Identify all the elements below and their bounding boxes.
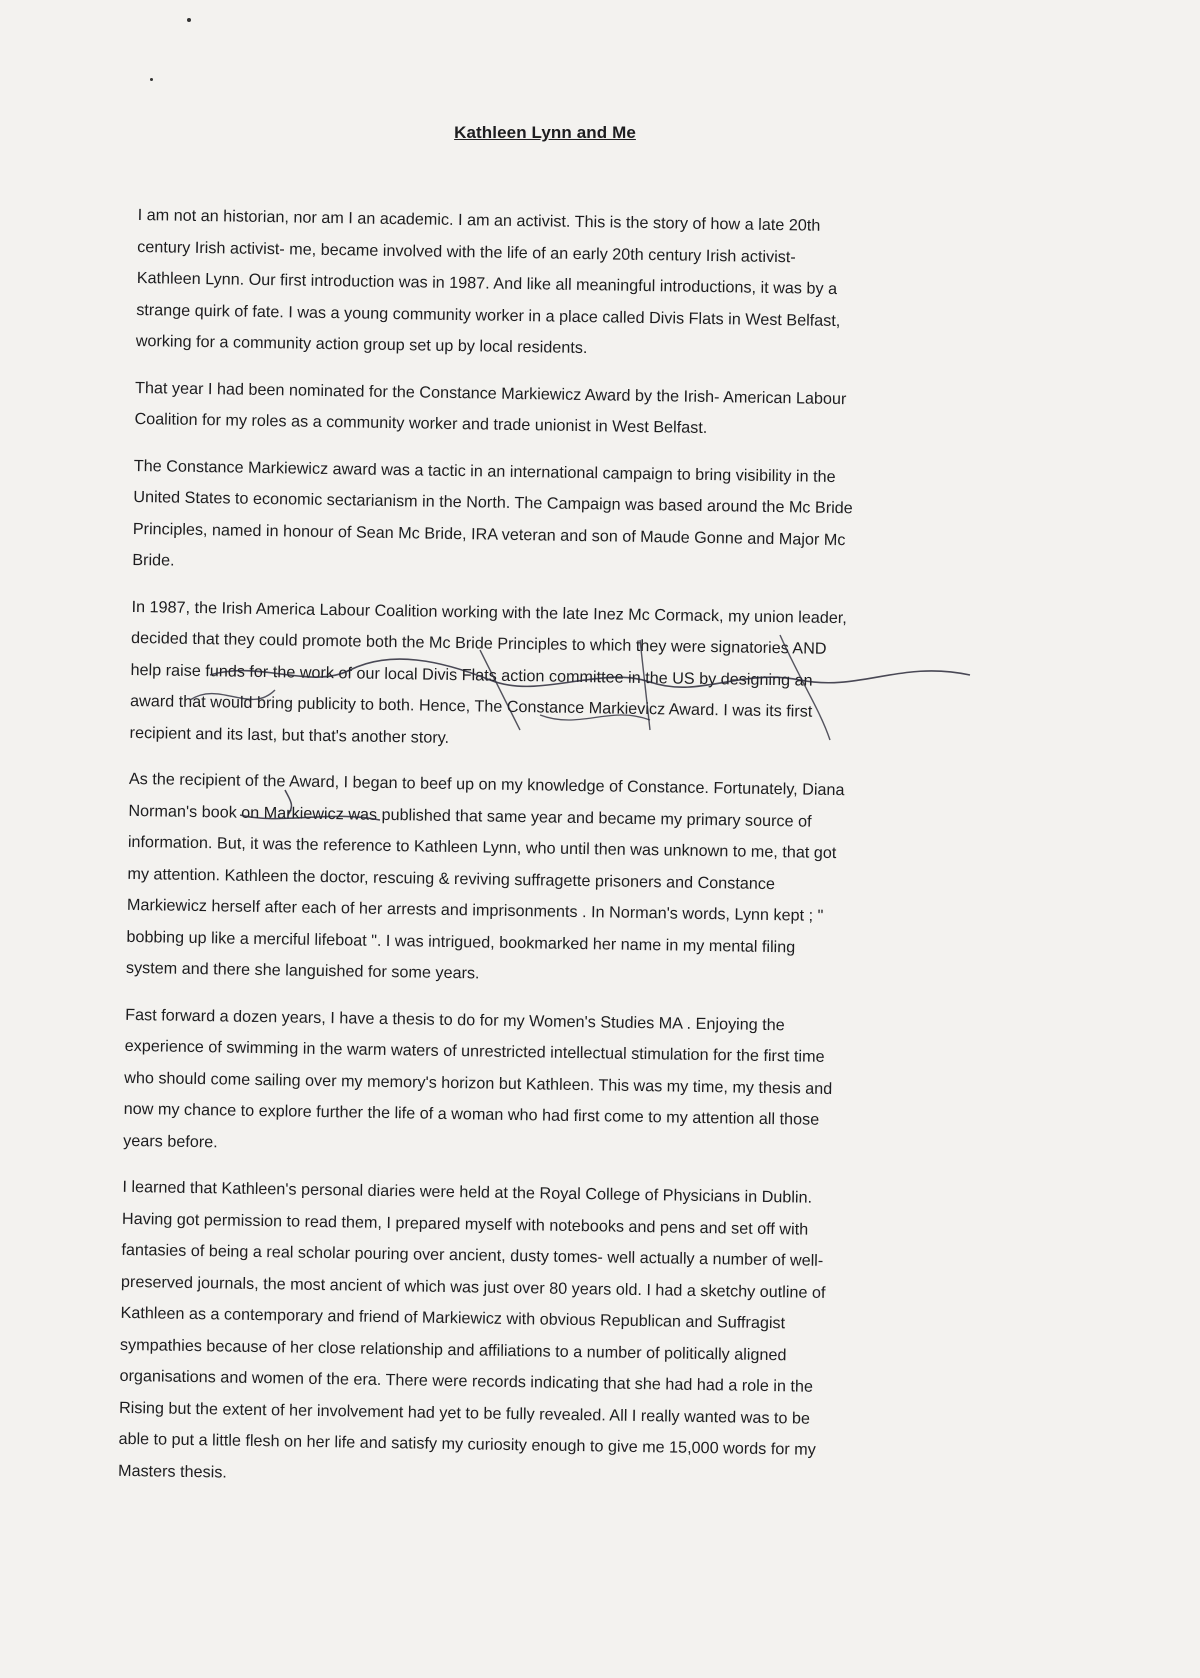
text-line: system and there she languished for some years. <box>125 958 480 983</box>
paragraph <box>132 450 1044 590</box>
text-line: strange quirk of fate. I was a young community worker in a place called Divis Flats in West Belfast, <box>136 300 841 330</box>
text-line: century Irish activist- me, became involved with the life of an early 20th century Irish activist- <box>137 237 796 266</box>
text-line: my attention. Kathleen the doctor, rescuing & reviving suffragette prisoners and Constance <box>127 864 776 893</box>
text-line: working for a community action group set up by local residents. <box>135 331 588 358</box>
text-line: decided that they could promote both the Mc Bride Principles to which they were signatories AND <box>130 628 827 658</box>
text-line: I am not an historian, nor am I an academic. I am an activist. This is the story of how a late 20th <box>137 205 821 235</box>
text-line: Coalition for my roles as a community worker and trade unionist in West Belfast. <box>134 409 708 437</box>
text-line: Having got permission to read them, I prepared myself with notebooks and pens and set off with <box>121 1209 809 1239</box>
paragraph <box>118 1172 1033 1501</box>
text-line: Fast forward a dozen years, I have a thesis to do for my Women's Studies MA . Enjoying the <box>125 1005 785 1034</box>
text-line: Principles, named in honour of Sean Mc Bride, IRA veteran and son of Maude Gonne and Major Mc <box>132 519 846 549</box>
text-line: able to put a little flesh on her life and satisfy my curiosity enough to give me 15,000 words for my <box>118 1429 816 1459</box>
text-line: experience of swimming in the warm waters of unrestricted intellectual stimulation for the first time <box>124 1036 825 1066</box>
text-line: United States to economic sectarianism in the North. The Campaign was based around the Mc Bride <box>133 487 853 518</box>
paragraph <box>134 372 1045 449</box>
text-line: I learned that Kathleen's personal diaries were held at the Royal College of Physicians in Dublin. <box>122 1177 813 1207</box>
paragraph <box>126 764 1039 999</box>
text-line: Kathleen as a contemporary and friend of Markiewicz with obvious Republican and Suffragist <box>120 1303 786 1333</box>
text-line: now my chance to explore further the life of a woman who had first come to my attention all those <box>123 1099 820 1129</box>
text-line: As the recipient of the Award, I began to beef up on my knowledge of Constance. Fortunately, Diana <box>128 769 845 800</box>
text-line: organisations and women of the era. There were records indicating that she had had a role in the <box>119 1366 814 1396</box>
text-line: That year I had been nominated for the Constance Markiewicz Award by the Irish- American Labour <box>134 378 847 408</box>
paragraph <box>136 200 1048 372</box>
scan-speck <box>187 18 191 22</box>
text-line: information. But, it was the reference to Kathleen Lynn, who until then was unknown to me, that got <box>127 832 837 863</box>
scan-speck <box>150 78 153 81</box>
text-line: Bride. <box>132 550 175 570</box>
text-line: Markiewicz herself after each of her arrests and imprisonments . In Norman's words, Lynn kept ; " <box>126 895 824 925</box>
text-line: recipient and its last, but that's another story. <box>129 723 450 747</box>
text-line: preserved journals, the most ancient of which was just over 80 years old. I had a sketchy outline of <box>120 1272 826 1302</box>
text-line: who should come sailing over my memory's horizon but Kathleen. This was my time, my thesis and <box>124 1068 833 1098</box>
paragraph <box>123 999 1035 1171</box>
text-line: Masters thesis. <box>117 1461 228 1482</box>
text-line: fantasies of being a real scholar pouring over ancient, dusty tomes- well actually a number of well- <box>121 1240 824 1270</box>
document-body <box>118 200 1048 1516</box>
text-line: Rising but the extent of her involvement had yet to be fully revealed. All I really wanted was to be <box>118 1398 811 1428</box>
text-line: help raise funds for the work of our local Divis Flats action committee in the US by designing an <box>130 660 813 690</box>
paragraph <box>129 591 1041 763</box>
text-line: bobbing up like a merciful lifeboat ". I was intrigued, bookmarked her name in my mental filing <box>126 927 796 956</box>
text-line: Norman's book on Markiewicz was published that same year and became my primary source of <box>128 801 812 831</box>
text-line: The Constance Markiewicz award was a tactic in an international campaign to bring visibility in the <box>133 456 836 486</box>
text-line: sympathies because of her close relationship and affiliations to a number of politically aligned <box>119 1335 787 1364</box>
text-line: Kathleen Lynn. Our first introduction was in 1987. And like all meaningful introductions, it was by a <box>136 268 838 298</box>
text-line: In 1987, the Irish America Labour Coalition working with the late Inez Mc Cormack, my union leader, <box>131 597 847 627</box>
document-title: Kathleen Lynn and Me <box>454 123 636 142</box>
text-line: award that would bring publicity to both. Hence, The Constance Markievicz Award. I was its first <box>129 691 813 721</box>
text-line: years before. <box>123 1131 218 1151</box>
